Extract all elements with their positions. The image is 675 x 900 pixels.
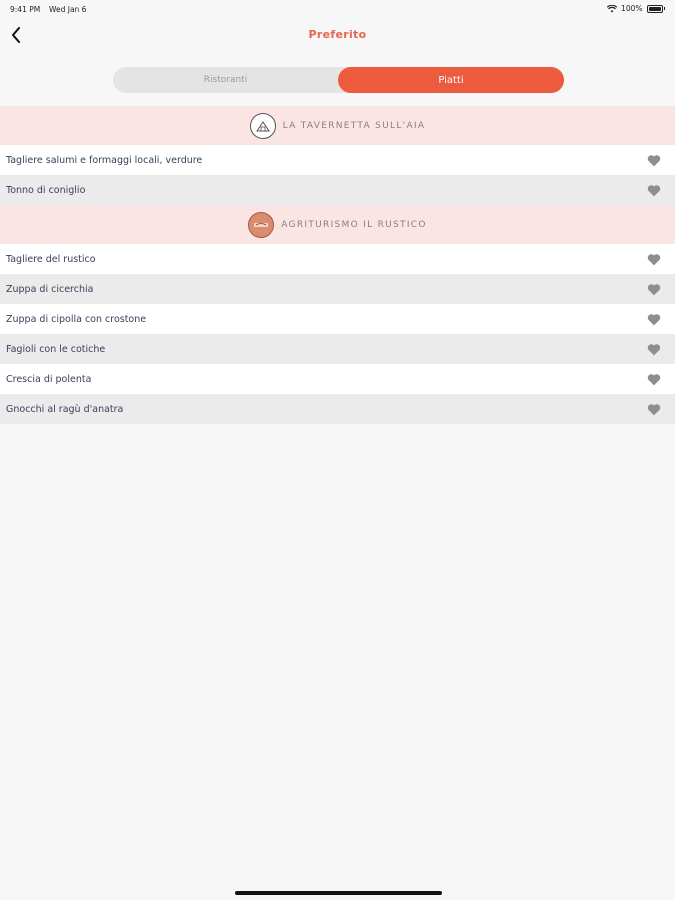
- segmented-control: [113, 67, 564, 93]
- section-title: AGRITURISMO IL RUSTICO: [281, 219, 427, 230]
- battery-icon: [647, 5, 663, 13]
- list-item[interactable]: [0, 145, 675, 175]
- heart-icon[interactable]: [647, 253, 661, 266]
- status-time: 9:41 PM: [10, 5, 41, 14]
- home-indicator[interactable]: [235, 891, 442, 895]
- heart-icon[interactable]: [647, 184, 661, 197]
- dish-name: Fagioli con le cotiche: [6, 343, 106, 355]
- section-header: [0, 205, 675, 244]
- battery-cap: [664, 7, 666, 10]
- dish-name: Tagliere del rustico: [6, 253, 96, 265]
- tavernetta-logo: [250, 113, 276, 139]
- dish-name: Crescia di polenta: [6, 373, 92, 385]
- battery-percent: 100%: [621, 4, 643, 13]
- status-right: [607, 4, 665, 13]
- dish-name: Zuppa di cicerchia: [6, 283, 94, 295]
- heart-icon[interactable]: [647, 343, 661, 356]
- heart-icon[interactable]: [647, 154, 661, 167]
- status-date: Wed Jan 6: [49, 5, 87, 14]
- dish-name: Zuppa di cipolla con crostone: [6, 313, 147, 325]
- dish-name: Tonno di coniglio: [6, 184, 86, 196]
- segment-piatti[interactable]: Piatti: [338, 67, 564, 93]
- list-item[interactable]: [0, 274, 675, 304]
- list-item[interactable]: [0, 304, 675, 334]
- nav-bar: [0, 18, 675, 52]
- favorites-list: [0, 106, 675, 424]
- list-item[interactable]: [0, 175, 675, 205]
- section-title: LA TAVERNETTA SULL'AIA: [282, 120, 426, 131]
- list-item[interactable]: [0, 364, 675, 394]
- heart-icon[interactable]: [647, 283, 661, 296]
- heart-icon[interactable]: [647, 403, 661, 416]
- status-bar: [0, 0, 675, 18]
- wifi-icon: [607, 5, 617, 13]
- heart-icon[interactable]: [647, 373, 661, 386]
- dish-name: Tagliere salumi e formaggi locali, verdure: [6, 154, 203, 166]
- dish-name: Gnocchi al ragù d'anatra: [6, 403, 124, 415]
- section-header: [0, 106, 675, 145]
- list-item[interactable]: [0, 394, 675, 424]
- list-item[interactable]: [0, 244, 675, 274]
- rustico-logo: [248, 212, 274, 238]
- page-title: Preferito: [308, 28, 367, 41]
- list-item[interactable]: [0, 334, 675, 364]
- heart-icon[interactable]: [647, 313, 661, 326]
- segment-ristoranti[interactable]: Ristoranti: [203, 75, 248, 85]
